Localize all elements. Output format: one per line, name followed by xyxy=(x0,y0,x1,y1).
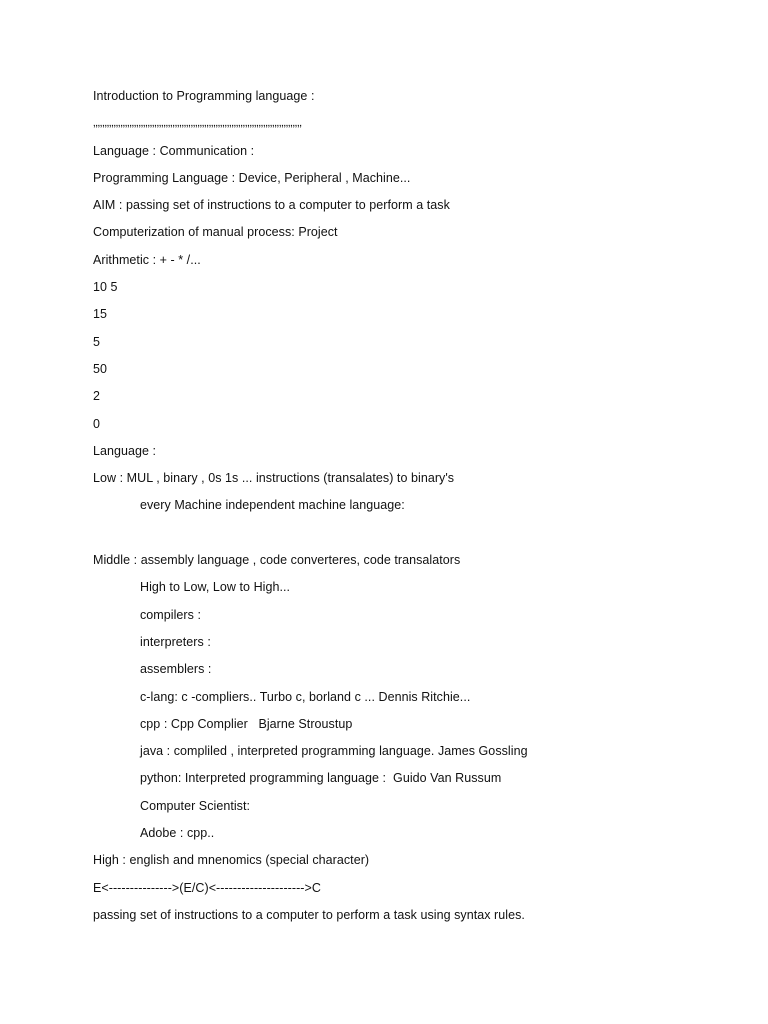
text-line: assemblers : xyxy=(140,662,212,677)
text-line: Introduction to Programming language : xyxy=(93,89,315,103)
blank-line xyxy=(93,523,733,550)
text-line: Low : MUL , binary , 0s 1s ... instructions (transalates) to binary's xyxy=(93,471,455,486)
text-line: Language : Communication : xyxy=(93,143,255,158)
text-line: 50 xyxy=(93,361,108,376)
text-line: AIM : passing set of instructions to a computer to perform a task xyxy=(93,198,450,213)
text-line: 10 5 xyxy=(93,280,118,295)
text-line: Arithmetic : + - * /... xyxy=(93,252,201,267)
text-line: every Machine independent machine language: xyxy=(140,498,405,513)
text-line: interpreters : xyxy=(140,634,211,649)
text-line: passing set of instructions to a computer to perform a task using syntax rules. xyxy=(93,907,525,922)
separator-line: ‚‚‚‚‚‚‚‚‚‚‚‚‚‚‚‚‚‚‚‚‚‚‚‚‚‚‚‚‚‚‚‚‚‚‚‚‚‚‚‚‚‚‚‚‚‚‚‚‚‚‚‚‚‚‚‚‚‚‚‚‚‚‚‚‚‚‚‚‚‚‚‚‚‚‚‚‚‚‚‚‚‚‚‚‚‚‚‚‚‚‚‚ xyxy=(93,115,302,130)
text-line: Adobe : cpp.. xyxy=(140,826,215,841)
text-line: cpp : Cpp Complier Bjarne Stroustup xyxy=(140,716,353,731)
text-line: High to Low, Low to High... xyxy=(140,580,291,595)
text-line: Programming Language : Device, Peripheral , Machine... xyxy=(93,170,411,185)
text-line: Language : xyxy=(93,443,157,458)
text-line: High : english and mnenomics (special character) xyxy=(93,853,370,868)
text-line: 2 xyxy=(93,389,101,404)
text-line: 0 xyxy=(93,416,101,431)
text-line: 15 xyxy=(93,307,108,322)
text-line: Computerization of manual process: Project xyxy=(93,225,338,240)
text-line: 5 xyxy=(93,334,101,349)
text-line: python: Interpreted programming language : Guido Van Russum xyxy=(140,771,502,786)
text-line: Computer Scientist: xyxy=(140,798,251,813)
text-line: compilers : xyxy=(140,607,201,622)
text-line: c-lang: c -compliers.. Turbo c, borland c ... Dennis Ritchie... xyxy=(140,689,471,704)
text-line: Middle : assembly language , code converteres, code transalators xyxy=(93,553,461,568)
document-body xyxy=(93,86,733,932)
text-line: E<--------------->(E/C)<--------------------->C xyxy=(93,880,321,895)
text-line: java : compliled , interpreted programming language. James Gossling xyxy=(140,744,528,759)
